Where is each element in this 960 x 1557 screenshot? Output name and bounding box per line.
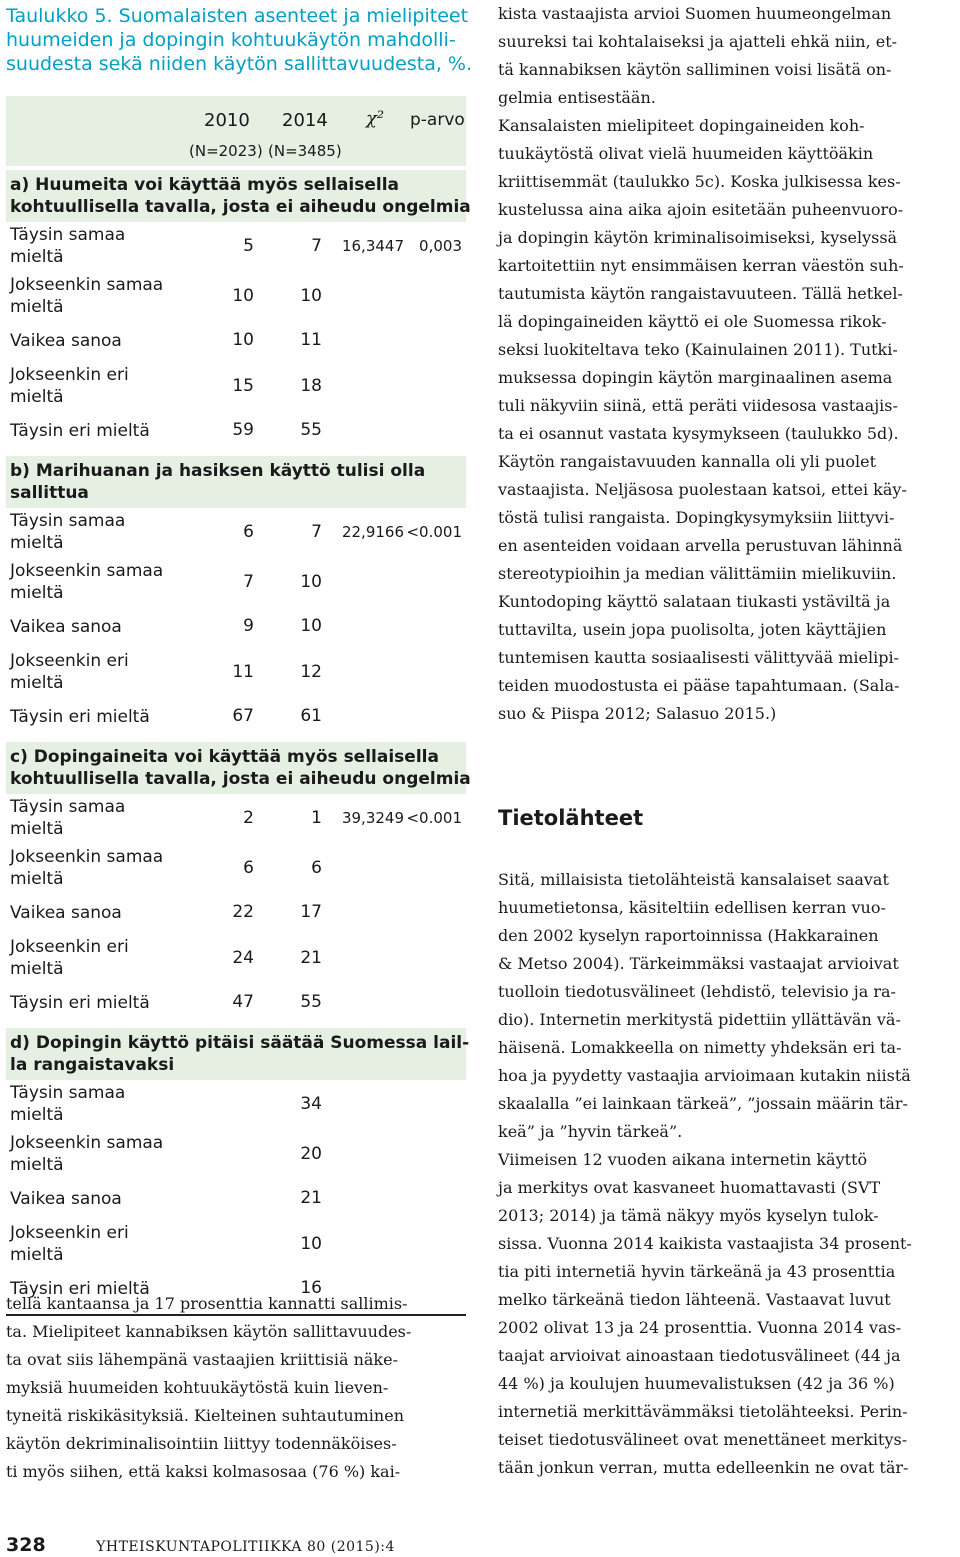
text-line: gelmia entisestään. (498, 88, 656, 107)
row-label-line: Täysin samaa (10, 797, 126, 817)
right-column-text-2 (498, 866, 912, 1482)
text-line: skaalalla ”ei lainkaan tärkeä”, ”jossain määrin tär- (498, 1094, 908, 1113)
cell-2014: 10 (300, 616, 322, 636)
col-n-2010: (N=2023) (189, 142, 263, 160)
text-line: 2013; 2014) ja tämä näkyy myös kyselyn tulok- (498, 1206, 879, 1225)
text-line: en asenteiden voidaan arvella perustuvan lähinnä (498, 536, 903, 555)
right-column-text (498, 0, 907, 728)
table-row (6, 412, 466, 452)
table-row (6, 984, 466, 1024)
row-label-line: Jokseenkin eri (10, 365, 129, 385)
text-line: tuli näkyviin siinä, että peräti viidesosa vastaajis- (498, 396, 898, 415)
text-line: tellä kantaansa ja 17 prosenttia kannatti sallimis- (6, 1294, 408, 1313)
row-label-line: mieltä (10, 387, 64, 407)
row-label-line: Jokseenkin samaa (10, 1133, 164, 1153)
text-line: hoa ja pyydetty vastaajia arvioimaan kutakin niistä (498, 1066, 911, 1085)
text-line: tuolloin tiedotusvälineet (lehdistö, televisio ja ra- (498, 982, 896, 1001)
text-line: kartoitettiin nyt ensimmäisen kerran väestön suh- (498, 256, 904, 275)
table-row (6, 608, 466, 648)
text-line: käytön dekriminalisointiin liittyy todennäköises- (6, 1434, 397, 1453)
cell-2010: 10 (232, 330, 254, 350)
text-line: muksessa dopingin käytön marginaalinen asema (498, 368, 893, 387)
row-label (10, 274, 163, 318)
section-title-line: sallittua (10, 483, 89, 503)
row-label (10, 1132, 163, 1176)
row-label-line: Jokseenkin eri (10, 651, 129, 671)
row-label (10, 1188, 122, 1210)
text-line: myksiä huumeiden kohtuukäytöstä kuin lieven- (6, 1378, 389, 1397)
text-line: sissa. Vuonna 2014 kaikista vastaajista 34 prosent- (498, 1234, 912, 1253)
text-line: Sitä, millaisista tietolähteistä kansalaiset saavat (498, 870, 889, 889)
row-label (10, 796, 125, 840)
text-line: teiden muodostusta ei pääse tapahtumaan. (Sala- (498, 676, 900, 695)
col-2010: 2010 (204, 110, 250, 131)
cell-2010: 10 (232, 286, 254, 306)
table-row (6, 894, 466, 934)
cell-2014: 7 (311, 522, 322, 542)
row-label-line: Vaikea sanoa (10, 1189, 122, 1209)
row-label-line: Vaikea sanoa (10, 331, 122, 351)
page-number: 328 (6, 1534, 46, 1556)
row-label-line: mieltä (10, 1245, 64, 1265)
cell-2010: 59 (232, 420, 254, 440)
table-header (6, 96, 466, 166)
text-line: ja dopingin käytön kriminalisoimiseksi, kyselyssä (498, 228, 898, 247)
table-row (6, 934, 466, 984)
section-title (6, 170, 471, 222)
cell-2014: 21 (300, 948, 322, 968)
table-row (6, 1180, 466, 1220)
text-line: lä dopingaineiden käyttö ei ole Suomessa rikok- (498, 312, 887, 331)
table-row (6, 362, 466, 412)
cell-2014: 21 (300, 1188, 322, 1208)
row-label (10, 902, 122, 924)
row-label (10, 510, 125, 554)
row-label (10, 616, 122, 638)
text-line: kriittisemmät (taulukko 5c). Koska julkisessa kes- (498, 172, 901, 191)
caption-line: suudesta sekä niiden käytön sallittavuudesta, %. (6, 53, 473, 75)
table-row (6, 648, 466, 698)
text-line: tuukäytöstä olivat vielä huumeiden käyttöäkin (498, 144, 874, 163)
cell-2010: 6 (243, 522, 254, 542)
table-row (6, 508, 466, 558)
text-line: tuttavilta, usein jopa puolisolta, joten käyttäjien (498, 620, 887, 639)
cell-2014: 16 (300, 1278, 322, 1298)
row-label (10, 650, 129, 694)
cell-2014: 10 (300, 572, 322, 592)
row-label-line: Täysin eri mieltä (10, 707, 150, 727)
text-line: 44 %) ja koulujen huumevalistuksen (42 ja 36 %) (498, 1374, 895, 1393)
text-line: Käytön rangaistavuuden kannalla oli yli puolet (498, 452, 877, 471)
table-row (6, 794, 466, 844)
table-row (6, 1130, 466, 1180)
section-title-line: la rangaistavaksi (10, 1055, 175, 1075)
row-label (10, 224, 125, 268)
row-label (10, 1222, 129, 1266)
cell-2010: 67 (232, 706, 254, 726)
journal-name: YHTEISKUNTAPOLITIIKKA 80 (2015):4 (96, 1539, 395, 1555)
table-row (6, 322, 466, 362)
text-line: keä” ja ”hyvin tärkeä”. (498, 1122, 683, 1141)
row-label-line: Vaikea sanoa (10, 617, 122, 637)
row-label-line: Täysin eri mieltä (10, 993, 150, 1013)
text-line: dio). Internetin merkitystä pidettiin yllättävän vä- (498, 1010, 901, 1029)
table-caption (6, 4, 476, 76)
section-heading: Tietolähteet (498, 806, 644, 830)
cell-p-value: <0.001 (406, 809, 462, 827)
cell-chi-square: 39,3249 (341, 809, 404, 827)
section-title-line: kohtuullisella tavalla, josta ei aiheudu ongelmia (10, 197, 471, 217)
col-n-2014: (N=3485) (268, 142, 342, 160)
section-title-line: d) Dopingin käyttö pitäisi säätää Suomessa lail- (10, 1033, 470, 1053)
cell-2014: 10 (300, 286, 322, 306)
table-row (6, 222, 466, 272)
text-line: kustelussa aina aika ajoin esitetään puheenvuoro- (498, 200, 904, 219)
text-line: Kuntodoping käyttö salataan tiukasti ystäviltä ja (498, 592, 891, 611)
row-label (10, 936, 129, 980)
cell-2010: 22 (232, 902, 254, 922)
text-line: teiset tiedotusvälineet ovat menettäneet merkitys- (498, 1430, 908, 1449)
left-column-text (6, 1290, 411, 1486)
row-label (10, 1082, 125, 1126)
cell-2014: 61 (300, 706, 322, 726)
row-label-line: Täysin samaa (10, 511, 126, 531)
row-label-line: mieltä (10, 819, 64, 839)
cell-2014: 20 (300, 1144, 322, 1164)
cell-2010: 24 (232, 948, 254, 968)
section-title (6, 1028, 470, 1080)
text-line: ja merkitys ovat kasvaneet huomattavasti (SVT (498, 1178, 881, 1197)
text-line: kista vastaajista arvioi Suomen huumeongelman (498, 4, 892, 23)
text-line: tuntemisen kautta sosiaalisesti välittyvää mielipi- (498, 648, 899, 667)
cell-2010: 11 (232, 662, 254, 682)
cell-2010: 15 (232, 376, 254, 396)
section-title (6, 456, 466, 508)
row-label-line: mieltä (10, 533, 64, 553)
text-line: häisenä. Lomakkeella on nimetty yhdeksän eri ta- (498, 1038, 902, 1057)
text-line: ta. Mielipiteet kannabiksen käytön sallittavuudes- (6, 1322, 412, 1341)
section-title-line: c) Dopingaineita voi käyttää myös sellaisella (10, 747, 439, 767)
text-line: tä kannabiksen käytön salliminen voisi lisätä on- (498, 60, 892, 79)
cell-2014: 7 (311, 236, 322, 256)
text-line: ta ovat siis lähempänä vastaajien kriittisiä näke- (6, 1350, 398, 1369)
cell-2014: 6 (311, 858, 322, 878)
text-line: den 2002 kyselyn raportoinnissa (Hakkarainen (498, 926, 879, 945)
row-label-line: Jokseenkin eri (10, 937, 129, 957)
cell-p-value: 0,003 (419, 237, 462, 255)
row-label-line: mieltä (10, 959, 64, 979)
cell-2014: 55 (300, 420, 322, 440)
row-label-line: Vaikea sanoa (10, 903, 122, 923)
cell-2014: 10 (300, 1234, 322, 1254)
text-line: taajat arvioivat ainoastaan tiedotusvälineet (44 ja (498, 1346, 901, 1365)
row-label-line: mieltä (10, 673, 64, 693)
cell-chi-square: 22,9166 (341, 523, 404, 541)
cell-p-value: <0.001 (406, 523, 462, 541)
cell-2010: 7 (243, 572, 254, 592)
text-line: stereotypioihin ja median välittämiin mielikuviin. (498, 564, 897, 583)
caption-line: Taulukko 5. Suomalaisten asenteet ja mielipiteet (6, 5, 469, 27)
page-footer (6, 1534, 395, 1556)
row-label (10, 706, 150, 728)
row-label (10, 992, 150, 1014)
cell-2014: 12 (300, 662, 322, 682)
cell-2010: 2 (243, 808, 254, 828)
cell-2014: 55 (300, 992, 322, 1012)
cell-2010: 6 (243, 858, 254, 878)
caption-line: huumeiden ja dopingin kohtuukäytön mahdolli- (6, 29, 456, 51)
row-label-line: Jokseenkin samaa (10, 275, 164, 295)
row-label-line: Täysin eri mieltä (10, 421, 150, 441)
row-label-line: Jokseenkin samaa (10, 847, 164, 867)
row-label-line: Jokseenkin samaa (10, 561, 164, 581)
text-line: huumetietonsa, käsiteltiin edellisen kerran vuo- (498, 898, 886, 917)
text-line: seksi luokiteltava teko (Kainulainen 2011). Tutki- (498, 340, 898, 359)
text-line: suo & Piispa 2012; Salasuo 2015.) (498, 704, 777, 723)
table-row (6, 1220, 466, 1270)
text-line: töstä tulisi rangaista. Dopingkysymyksiin liittyvi- (498, 508, 895, 527)
section-title-line: kohtuullisella tavalla, josta ei aiheudu ongelmia (10, 769, 471, 789)
section-title-line: b) Marihuanan ja hasiksen käyttö tulisi olla (10, 461, 426, 481)
cell-2010: 47 (232, 992, 254, 1012)
text-line: tään jonkun verran, mutta edelleenkin ne ovat tär- (498, 1458, 909, 1477)
row-label-line: mieltä (10, 583, 64, 603)
cell-2014: 17 (300, 902, 322, 922)
row-label (10, 846, 163, 890)
text-line: & Metso 2004). Tärkeimmäksi vastaajat arvioivat (498, 954, 899, 973)
text-line: vastaajista. Neljäsosa puolestaan katsoi, ettei käy- (498, 480, 907, 499)
cell-2014: 1 (311, 808, 322, 828)
text-line: melko tärkeänä tiedon lähteenä. Vastaavat luvut (498, 1290, 891, 1309)
section-title (6, 742, 471, 794)
row-label-line: mieltä (10, 1105, 64, 1125)
table-row (6, 844, 466, 894)
text-line: suureksi tai kohtalaiseksi ja ajatteli ehkä niin, et- (498, 32, 898, 51)
row-label-line: mieltä (10, 297, 64, 317)
cell-2010: 5 (243, 236, 254, 256)
row-label-line: Täysin samaa (10, 225, 126, 245)
table-row (6, 1080, 466, 1130)
row-label (10, 560, 163, 604)
text-line: tautumista käytön rangaistavuuteen. Tällä hetkel- (498, 284, 903, 303)
cell-2014: 34 (300, 1094, 322, 1114)
row-label (10, 364, 129, 408)
section-title-line: a) Huumeita voi käyttää myös sellaisella (10, 175, 400, 195)
cell-2014: 18 (300, 376, 322, 396)
cell-2014: 11 (300, 330, 322, 350)
cell-chi-square: 16,3447 (341, 237, 404, 255)
text-line: internetiä merkittävämmäksi tietolähteeksi. Perin- (498, 1402, 908, 1421)
row-label-line: mieltä (10, 1155, 64, 1175)
text-line: 2002 olivat 13 ja 24 prosenttia. Vuonna 2014 vas- (498, 1318, 902, 1337)
row-label-line: Täysin eri mieltä (10, 1279, 150, 1299)
table-body (6, 170, 471, 1310)
table-row (6, 558, 466, 608)
row-label-line: mieltä (10, 869, 64, 889)
text-line: ta ei osannut vastata kysymykseen (taulukko 5d). (498, 424, 899, 443)
row-label-line: Jokseenkin eri (10, 1223, 129, 1243)
row-label (10, 420, 150, 442)
text-line: Viimeisen 12 vuoden aikana internetin käyttö (498, 1150, 868, 1169)
row-label (10, 330, 122, 352)
text-line: tia piti internetiä hyvin tärkeänä ja 43 prosenttia (498, 1262, 896, 1281)
text-line: Kansalaisten mielipiteet dopingaineiden koh- (498, 116, 865, 135)
text-line: tyneitä riskikäsityksiä. Kielteinen suhtautuminen (6, 1406, 404, 1425)
table-row (6, 272, 466, 322)
row-label-line: Täysin samaa (10, 1083, 126, 1103)
cell-2010: 9 (243, 616, 254, 636)
survey-table (6, 96, 471, 1316)
col-p-value: p-arvo (410, 110, 465, 130)
text-line: ti myös siihen, että kaksi kolmasosaa (76 %) kai- (6, 1462, 401, 1481)
row-label-line: mieltä (10, 247, 64, 267)
col-2014: 2014 (282, 110, 328, 131)
col-chi-square: χ² (366, 108, 385, 129)
table-row (6, 698, 466, 738)
